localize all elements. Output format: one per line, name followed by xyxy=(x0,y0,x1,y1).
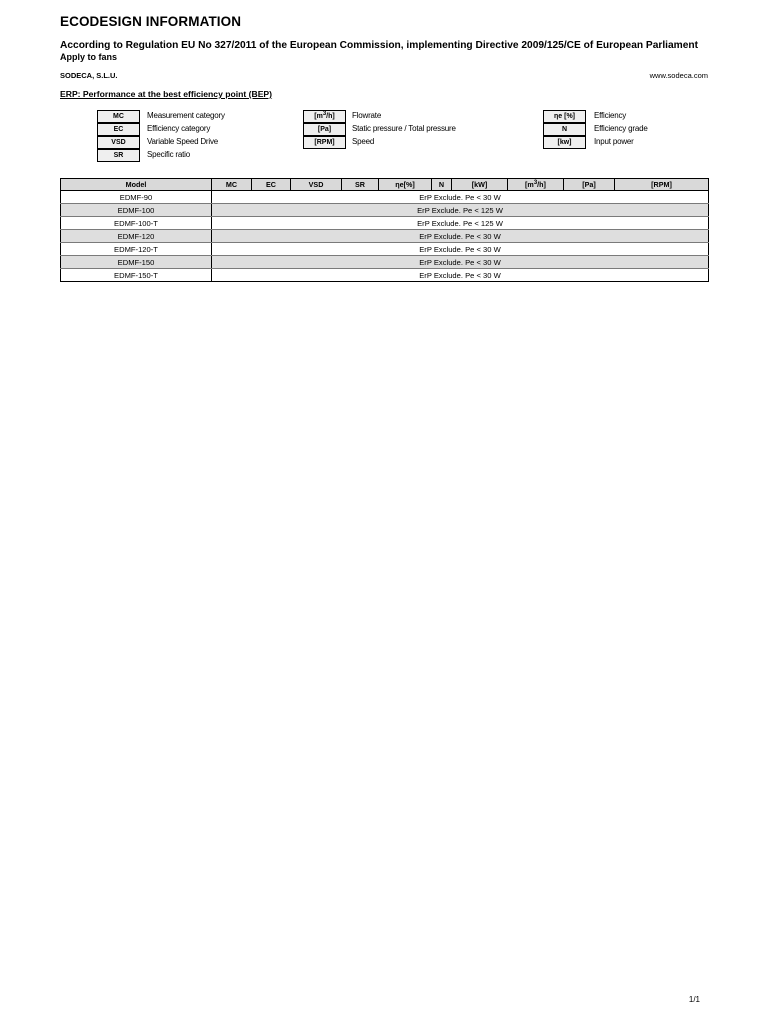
col-header-model: Model xyxy=(61,179,212,191)
legend-abbr: ηe [%] xyxy=(543,110,586,123)
legend-abbr: $[m^3/h]$ xyxy=(303,110,346,123)
table-row xyxy=(61,217,709,230)
erp-note-cell: ErP Exclude. Pe < 30 W xyxy=(212,243,709,256)
col-header-mc: MC xyxy=(212,179,252,191)
erp-note-cell: ErP Exclude. Pe < 125 W xyxy=(212,204,709,217)
col-header-n: N xyxy=(432,179,452,191)
model-cell: EDMF-100-T xyxy=(61,217,212,230)
col-header-rpm: [RPM] xyxy=(615,179,709,191)
erp-data-table xyxy=(60,178,709,282)
legend-abbr: [kw] xyxy=(543,136,586,149)
legend-desc: Efficiency grade xyxy=(594,124,648,133)
legend-abbr: N xyxy=(543,123,586,136)
regulation-text: According to Regulation EU No 327/2011 of the European Commission, implementing Directive 2009/125/CE of European Parliament xyxy=(60,40,699,51)
table-row xyxy=(61,191,709,204)
legend-desc: Flowrate xyxy=(352,111,382,120)
model-cell: EDMF-100 xyxy=(61,204,212,217)
erp-note-cell: ErP Exclude. Pe < 30 W xyxy=(212,191,709,204)
legend-desc: Variable Speed Drive xyxy=(147,137,219,146)
legend-desc: Speed xyxy=(352,137,375,146)
table-row xyxy=(61,269,709,282)
legend-abbr: MC xyxy=(97,110,140,123)
col-header-vsd: VSD xyxy=(291,179,342,191)
document-title: ECODESIGN INFORMATION xyxy=(60,14,242,29)
legend-desc: Efficiency xyxy=(594,111,627,120)
table-row xyxy=(61,230,709,243)
legend-abbr: EC xyxy=(97,123,140,136)
model-cell: EDMF-150-T xyxy=(61,269,212,282)
legend-abbr: [Pa] xyxy=(303,123,346,136)
model-cell: EDMF-120 xyxy=(61,230,212,243)
col-header-kw: [kW] xyxy=(452,179,508,191)
erp-note-cell: ErP Exclude. Pe < 125 W xyxy=(212,217,709,230)
col-header-efficiency: ηe[%] xyxy=(379,179,432,191)
erp-section-title: ERP: Performance at the best efficiency point (BEP) xyxy=(60,89,273,99)
erp-note-cell: ErP Exclude. Pe < 30 W xyxy=(212,230,709,243)
col-header-ec: EC xyxy=(252,179,291,191)
company-name: SODECA, S.L.U. xyxy=(60,71,118,80)
website-link[interactable]: www.sodeca.com xyxy=(649,71,708,80)
legend-desc: Efficiency category xyxy=(147,124,211,133)
col-header-pa: [Pa] xyxy=(564,179,615,191)
legend-abbr: [RPM] xyxy=(303,136,346,149)
legend-desc: Measurement category xyxy=(147,111,225,120)
col-header-sr: SR xyxy=(342,179,379,191)
legend-desc: Specific ratio xyxy=(147,150,190,159)
legend-desc: Static pressure / Total pressure xyxy=(352,124,456,133)
model-cell: EDMF-150 xyxy=(61,256,212,269)
table-row xyxy=(61,204,709,217)
legend-abbr: SR xyxy=(97,149,140,162)
erp-note-cell: ErP Exclude. Pe < 30 W xyxy=(212,269,709,282)
legend-abbr: VSD xyxy=(97,136,140,149)
apply-text: Apply to fans xyxy=(60,52,118,62)
table-row xyxy=(61,256,709,269)
table-header-row xyxy=(61,179,709,191)
page-number: 1/1 xyxy=(688,995,700,1004)
table-row xyxy=(61,243,709,256)
erp-note-cell: ErP Exclude. Pe < 30 W xyxy=(212,256,709,269)
col-header-flowrate: $[m^3/h]$ xyxy=(508,179,564,191)
model-cell: EDMF-120-T xyxy=(61,243,212,256)
legend-desc: Input power xyxy=(594,137,634,146)
model-cell: EDMF-90 xyxy=(61,191,212,204)
